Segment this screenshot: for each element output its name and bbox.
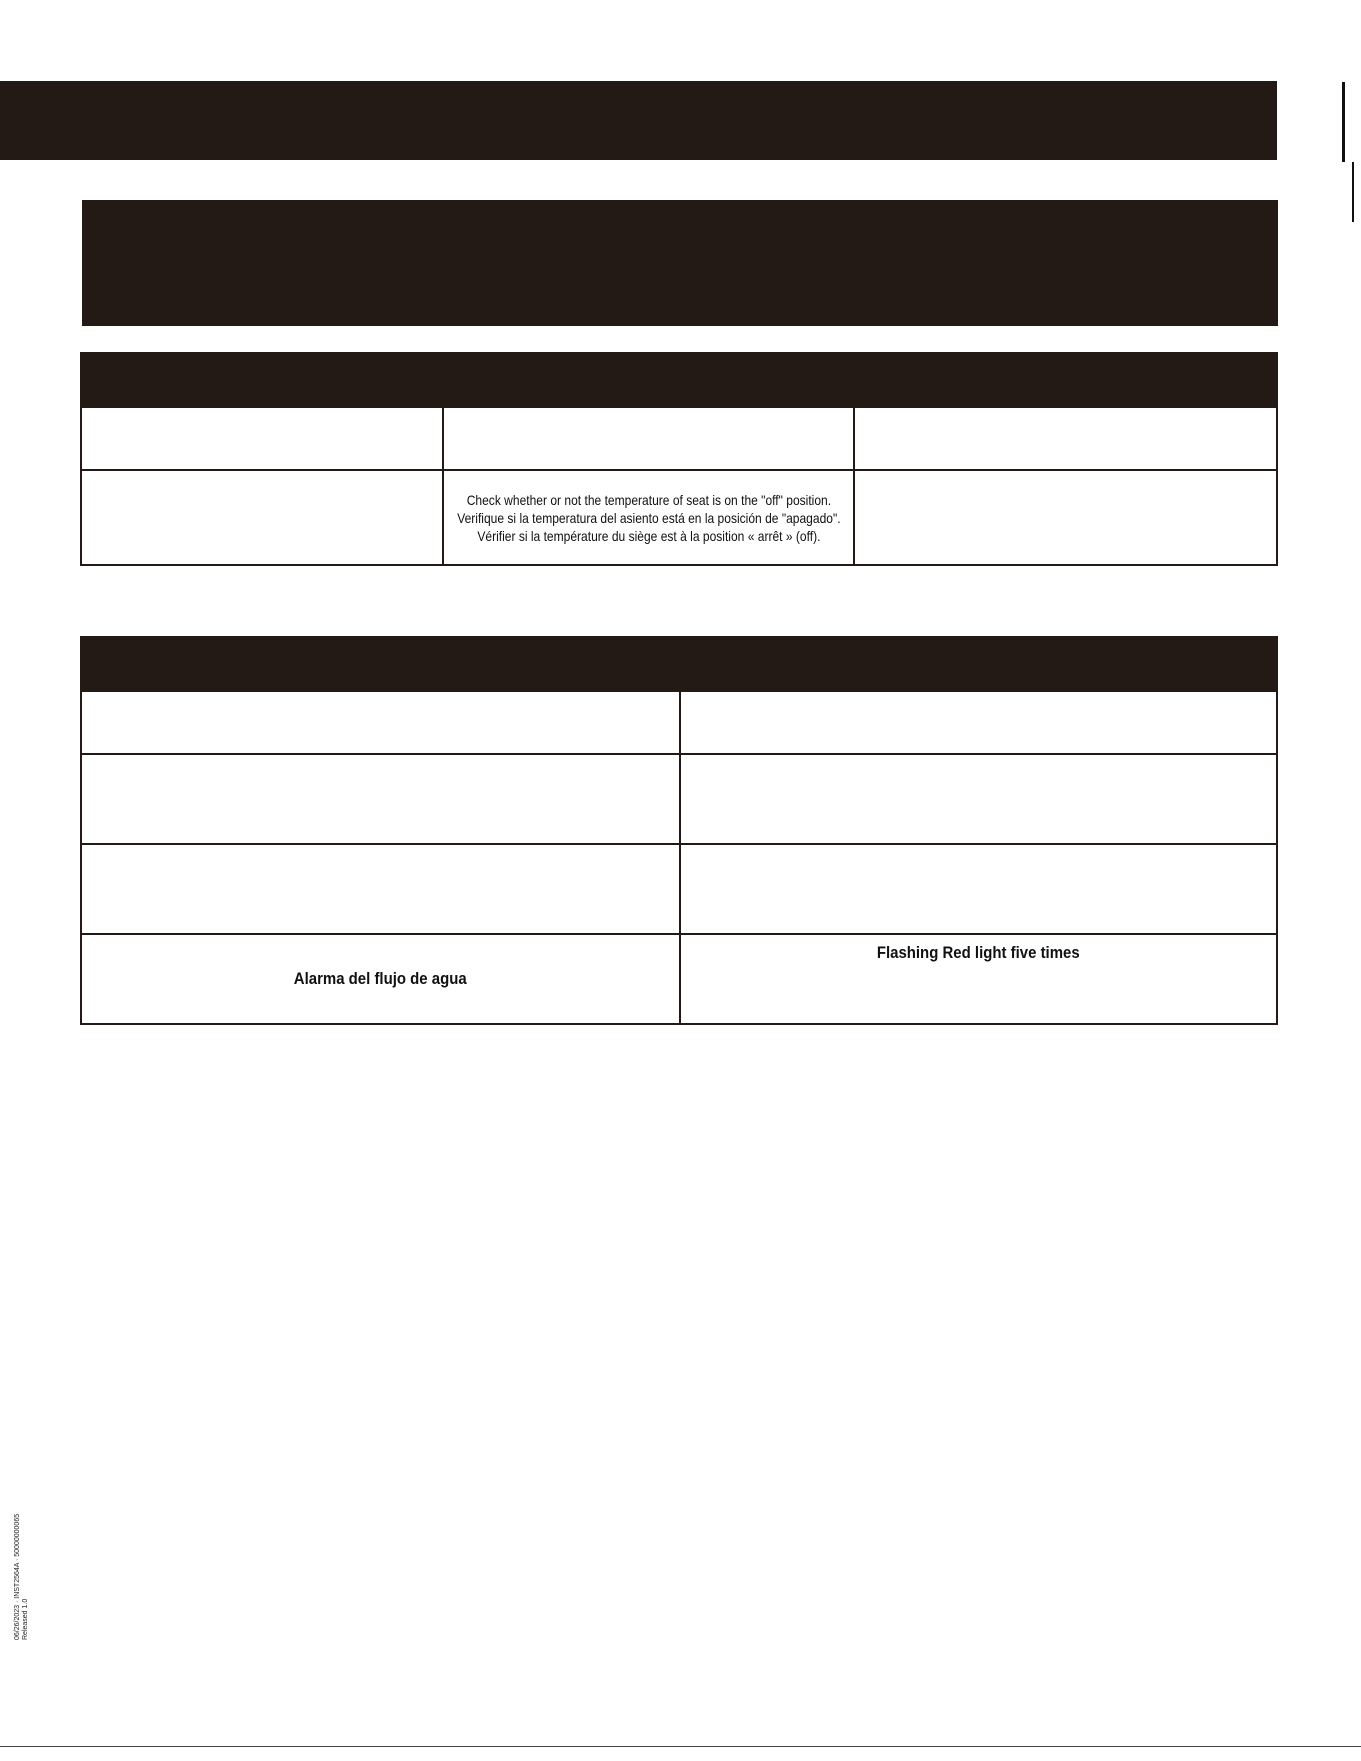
table-cell [82,692,679,753]
footnote-line: 06/26/2023 · INST2564A · 50000000065 [14,1513,21,1640]
table-cell [442,471,853,564]
footnote-line: Released 1.0 [22,1598,29,1640]
table-row [82,469,1276,564]
check-text-spanish: Verifique si la temperatura del asiento está en la posición de "apagado". [456,509,841,526]
table-cell [82,755,679,843]
table-cell [82,845,679,933]
table-cell [82,471,442,564]
table-row [82,843,1276,933]
water-flow-alarm-label: Alarma del flujo de agua [294,969,467,988]
title-banner [82,200,1278,326]
table-cell [853,408,1276,469]
table-cell [82,935,679,1023]
table-cell [679,935,1276,1023]
table-cell [853,471,1276,564]
bottom-divider [0,1746,1361,1747]
table-row [82,690,1276,753]
table-cell [82,408,442,469]
check-text-english: Check whether or not the temperature of seat is on the "off" position. [466,491,831,508]
indicator-table [80,636,1278,1025]
crop-mark [1352,162,1354,222]
table-header [82,352,1276,406]
table-cell [679,845,1276,933]
check-text-french: Vérifier si la température du siège est à la position « arrêt » (off). [476,527,821,544]
table-row [82,753,1276,843]
table-row [82,933,1276,1023]
top-header-bar [0,81,1277,160]
table-row [82,406,1276,469]
red-light-flashing-label: Flashing Red light five times [877,943,1080,962]
table-cell [679,692,1276,753]
table-cell [679,755,1276,843]
table-cell [442,408,853,469]
check-instructions [457,491,840,545]
crop-mark [1342,82,1345,162]
table-header [82,636,1276,690]
seat-temperature-table [80,352,1278,566]
document-footnote [14,1514,30,1640]
